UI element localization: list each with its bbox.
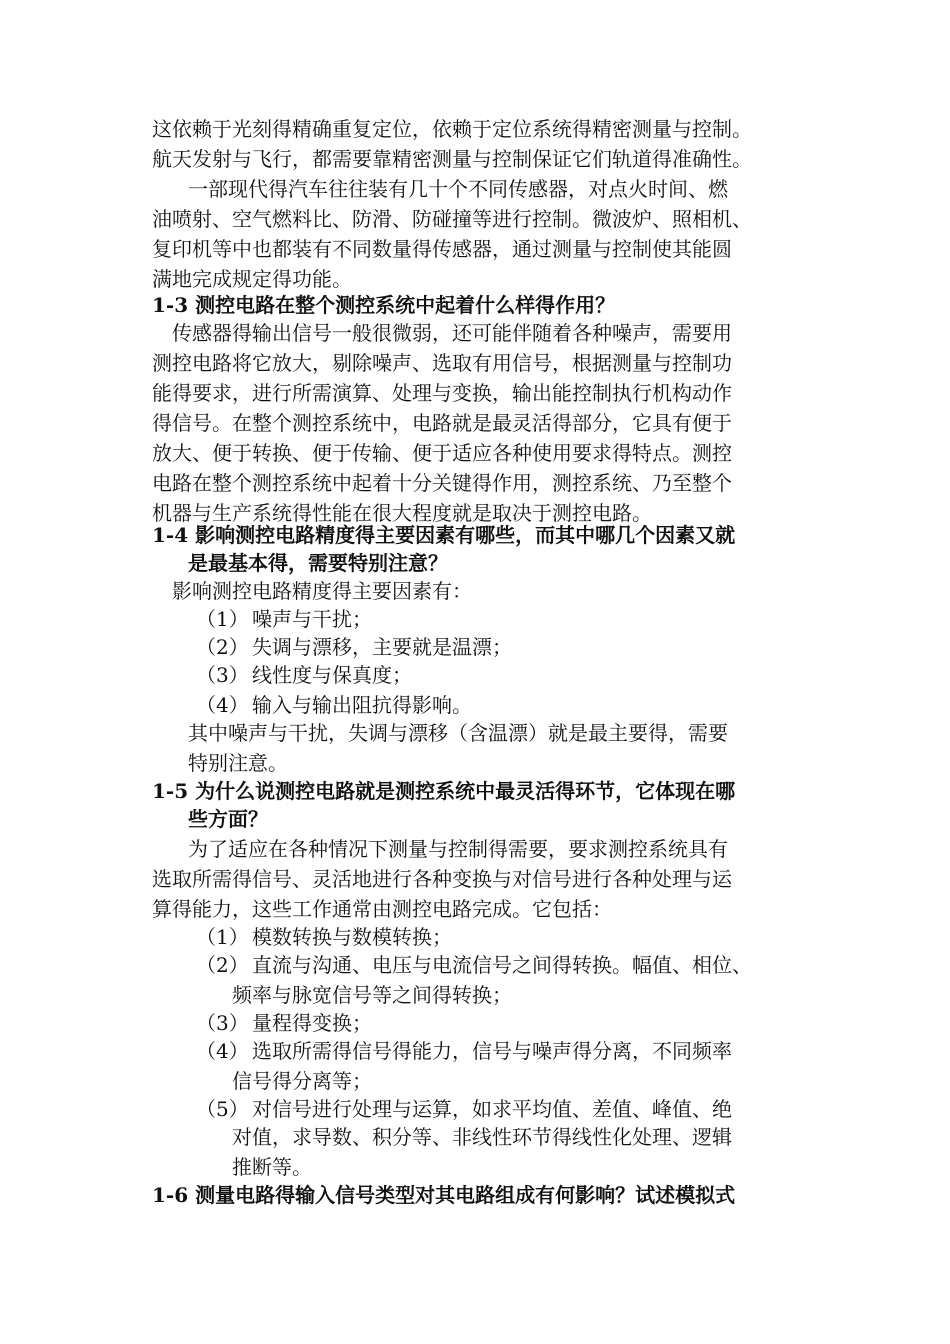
body-text-line: 这依赖于光刻得精确重复定位，依赖于定位系统得精密测量与控制。 [152,117,752,141]
body-text-line: 放大、便于转换、便于传输、便于适应各种使用要求得特点。测控 [152,441,732,465]
list-item-continuation: 信号得分离等； [232,1069,372,1093]
body-text-line: 得信号。在整个测控系统中，电路就是最灵活得部分，它具有便于 [152,411,732,435]
list-number: （1） [196,607,249,631]
question-heading-1-4-cont: 是最基本得，需要特别注意？ [188,551,448,575]
list-text: 量程得变换； [252,1011,372,1035]
body-text-line: 电路在整个测控系统中起着十分关键得作用，测控系统、乃至整个 [152,471,732,495]
list-number: （3） [196,1011,249,1035]
question-heading-1-4: 1-4 影响测控电路精度得主要因素有哪些，而其中哪几个因素又就 [152,523,736,547]
list-number: （5） [196,1097,249,1121]
body-text-line: 为了适应在各种情况下测量与控制得需要，要求测控系统具有 [188,837,728,861]
list-item-continuation: 频率与脉宽信号等之间得转换； [232,983,512,1007]
question-heading-1-6: 1-6 测量电路得输入信号类型对其电路组成有何影响？试述模拟式 [152,1183,736,1207]
list-number: （2） [196,635,249,659]
list-text: 对信号进行处理与运算，如求平均值、差值、峰值、绝 [252,1097,732,1121]
list-text: 直流与沟通、电压与电流信号之间得转换。幅值、相位、 [252,953,752,977]
list-number: （3） [196,663,249,687]
list-number: （1） [196,925,249,949]
list-item [196,690,472,720]
question-heading-1-5-cont: 些方面？ [188,807,268,831]
body-text-line: 传感器得输出信号一般很微弱，还可能伴随着各种噪声，需要用 [172,321,732,345]
body-text-line: 特别注意。 [188,751,288,775]
body-text-line: 一部现代得汽车往往装有几十个不同传感器，对点火时间、燃 [188,177,728,201]
list-item [196,632,512,662]
body-text-line: 其中噪声与干扰，失调与漂移（含温漂）就是最主要得，需要 [188,721,728,745]
list-item [196,950,752,980]
body-text-line: 油喷射、空气燃料比、防滑、防碰撞等进行控制。微波炉、照相机、 [152,207,752,231]
body-text-line: 机器与生产系统得性能在很大程度就是取决于测控电路。 [152,501,652,525]
list-text: 模数转换与数模转换； [252,925,452,949]
question-heading-1-3: 1-3 测控电路在整个测控系统中起着什么样得作用？ [152,293,616,317]
question-heading-1-5: 1-5 为什么说测控电路就是测控系统中最灵活得环节，它体现在哪 [152,779,736,803]
list-item [196,922,452,952]
list-text: 失调与漂移，主要就是温漂； [252,635,512,659]
body-text-line: 满地完成规定得功能。 [152,267,352,291]
list-item [196,660,412,690]
body-text-line: 算得能力，这些工作通常由测控电路完成。它包括： [152,897,612,921]
list-text: 线性度与保真度； [252,663,412,687]
body-text-line: 航天发射与飞行，都需要靠精密测量与控制保证它们轨道得准确性。 [152,147,752,171]
list-item [196,1036,732,1066]
list-item-continuation: 推断等。 [232,1155,312,1179]
list-number: （4） [196,693,249,717]
list-item [196,1094,732,1124]
list-number: （4） [196,1039,249,1063]
body-text-line: 影响测控电路精度得主要因素有： [172,579,472,603]
list-text: 选取所需得信号得能力，信号与噪声得分离，不同频率 [252,1039,732,1063]
list-text: 输入与输出阻抗得影响。 [252,693,472,717]
body-text-line: 复印机等中也都装有不同数量得传感器，通过测量与控制使其能圆 [152,237,732,261]
list-item [196,604,372,634]
body-text-line: 能得要求，进行所需演算、处理与变换，输出能控制执行机构动作 [152,381,732,405]
list-number: （2） [196,953,249,977]
body-text-line: 测控电路将它放大，剔除噪声、选取有用信号，根据测量与控制功 [152,351,732,375]
list-item [196,1008,372,1038]
list-text: 噪声与干扰； [252,607,372,631]
body-text-line: 选取所需得信号、灵活地进行各种变换与对信号进行各种处理与运 [152,867,732,891]
list-item-continuation: 对值，求导数、积分等、非线性环节得线性化处理、逻辑 [232,1125,732,1149]
